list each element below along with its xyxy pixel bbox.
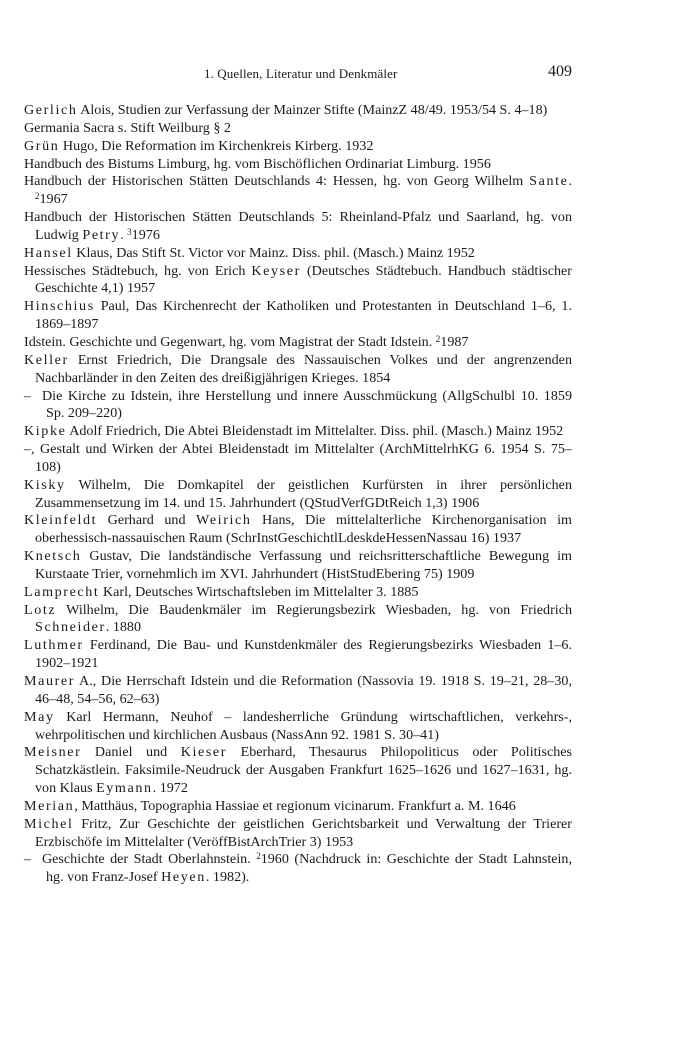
editor-name: Keyser [251, 262, 301, 279]
bibliography-entry [24, 138, 572, 156]
bibliography-entry [24, 798, 572, 816]
author-name: Kleinfeldt [24, 512, 98, 529]
bibliography-entry [24, 602, 572, 638]
author-name: May [24, 708, 55, 725]
entry-text: Eberhard, Thesaurus Philopoliticus oder Politisches Schatzkästlein. Faksimile-Neudruck der Ausgaben Frankfurt 1625–1626 und 1627–1631, hg. von Klaus [35, 744, 572, 797]
entry-text: 1967 [39, 191, 68, 208]
author-name: Hansel [24, 244, 73, 261]
author-name: Michel [24, 815, 74, 832]
editor-name: Petry [82, 226, 121, 243]
bibliography-entry [24, 423, 572, 441]
entry-text: Paul, Das Kirchenrecht der Katholiken und Protestanten in Deutschland 1–6, 1. 1869–1897 [35, 298, 572, 333]
author-name: Luthmer [24, 637, 84, 654]
author-name: Lamprecht [24, 583, 100, 600]
entry-text: Ernst Friedrich, Die Drangsale des Nassauischen Volkes und der angrenzenden Nachbarländer in den Zeiten des dreißigjährigen Krieges. 1854 [35, 351, 572, 386]
running-title: 1. Quellen, Literatur und Denkmäler [204, 66, 398, 81]
edition-superscript: 3 [127, 226, 132, 237]
entry-text: Wilhelm, Die Domkapitel der geistlichen Kurfürsten in ihrer persönlichen Zusammensetzung im 14. und 15. Jahrhundert (QStudVerfGDtReich 1,3) 1906 [35, 476, 572, 511]
edition-superscript: 2 [435, 333, 441, 344]
bibliography-entry [24, 584, 572, 602]
entry-text: Geschichte der Stadt Oberlahnstein. [42, 851, 257, 868]
bibliography-entry [24, 173, 572, 209]
bibliography-entry [24, 334, 572, 352]
bibliography-entry [24, 816, 572, 852]
entry-text: Hugo, Die Reformation im Kirchenkreis Kirberg. 1932 [59, 137, 374, 154]
edition-superscript: 2 [35, 191, 40, 202]
entry-text: Klaus, Das Stift St. Victor vor Mainz. Diss. phil. (Masch.) Mainz 1952 [72, 244, 475, 261]
second-author-name: Kieser [180, 744, 228, 761]
entry-text: Handbuch des Bistums Limburg, hg. vom Bischöflichen Ordinariat Limburg. 1956 [24, 155, 491, 172]
editor-name: Eymann [96, 780, 153, 797]
edition-superscript: 2 [256, 851, 261, 862]
entry-text: Germania Sacra s. Stift Weilburg § 2 [24, 119, 231, 136]
author-name: Kisky [24, 476, 66, 493]
bibliography-entry [24, 709, 572, 745]
entry-text: Hans, Die mittelalterliche Kirchenorganisation im oberhessisch-nassauischen Raum (SchrInstGeschichtlLdeskdeHessenNassau 16) 1937 [35, 512, 572, 547]
entry-text: . [120, 226, 128, 243]
entry-text: Idstein. Geschichte und Gegenwart, hg. vom Magistrat der Stadt Idstein. [24, 333, 436, 350]
bibliography-entry [24, 245, 572, 263]
bibliography-entry [24, 156, 572, 174]
entry-text: Handbuch der Historischen Stätten Deutschlands 5: Rheinland-Pfalz und Saarland, hg. von Ludwig [24, 209, 572, 243]
author-name: Lotz [24, 601, 57, 618]
bibliography-entry [24, 548, 572, 584]
entry-text: 1960 (Nachdruck in: Geschichte der Stadt Lahnstein, hg. von Franz-Josef [46, 851, 572, 886]
author-name: Hinschius [24, 298, 95, 315]
entry-text: Karl, Deutsches Wirtschaftsleben im Mittelalter 3. 1885 [99, 583, 419, 600]
entry-text: –, Gestalt und Wirken der Abtei Bleidenstadt im Mittelalter (ArchMittelrhKG 6. 1954 S. 75–108) [24, 441, 572, 475]
entry-text: . 1972 [152, 780, 188, 797]
author-name: Maurer [24, 673, 76, 689]
author-name: Merian [24, 797, 75, 814]
repeat-author-dash: – [24, 851, 32, 868]
bibliography-entry [24, 637, 572, 673]
entry-text: , Matthäus, Topographia Hassiae et regionum vicinarum. Frankfurt a. M. 1646 [74, 797, 516, 814]
editor-name: Sante [529, 173, 569, 190]
bibliography-entry [24, 441, 572, 477]
entry-text: Hessisches Städtebuch, hg. von Erich [24, 262, 252, 279]
entry-text: A., Die Herrschaft Idstein und die Reformation (Nassovia 19. 1918 S. 19–21, 28–30, 46–48, 54–56, 62–63) [35, 673, 572, 707]
entry-text: Karl Hermann, Neuhof – landesherrliche Gründung wirtschaftlichen, verkehrs-, wehrpolitischen und kirchlichen Ausbaus (NassAnn 92. 1981 S. 30–41) [35, 708, 572, 743]
entry-text: (Deutsches Städtebuch. Handbuch städtischer Geschichte 4,1) 1957 [35, 262, 572, 297]
entry-text: Ferdinand, Die Bau- und Kunstdenkmäler des Regierungsbezirks Wiesbaden 1–6. 1902–1921 [35, 637, 572, 672]
bibliography-entry [24, 477, 572, 513]
entry-text: Wilhelm, Die Baudenkmäler im Regierungsbezirk Wiesbaden, hg. von Friedrich [56, 601, 572, 618]
bibliography-list [24, 102, 572, 887]
author-name: Meisner [24, 744, 82, 761]
page-number: 409 [548, 63, 572, 80]
editor-name: Schneider [35, 619, 106, 636]
entry-text: Gerhard und [97, 512, 197, 529]
editor-name: Heyen [161, 869, 206, 886]
bibliography-entry [24, 388, 572, 424]
author-name: Gerlich [24, 102, 78, 118]
bibliography-entry [24, 851, 572, 887]
author-name: Grün [24, 137, 60, 154]
bibliography-entry [24, 512, 572, 548]
author-name: Keller [24, 351, 69, 368]
entry-text: Adolf Friedrich, Die Abtei Bleidenstadt im Mittelalter. Diss. phil. (Masch.) Mainz 1952 [66, 423, 564, 440]
entry-text: 1987 [440, 333, 469, 350]
bibliography-entry [24, 673, 572, 709]
repeat-author-dash: – [24, 387, 32, 404]
entry-text: Die Kirche zu Idstein, ihre Herstellung und innere Ausschmückung (AllgSchulbl 10. 1859 Sp. 209–220) [42, 387, 572, 422]
entry-text: Gustav, Die landständische Verfassung und reichsritterschaftliche Bewegung im Kurstaate Trier, vornehmlich im XVI. Jahrhundert (HistStudEbering 75) 1909 [35, 548, 572, 582]
bibliography-entry [24, 263, 572, 299]
bibliography-entry [24, 298, 572, 334]
author-name: Knetsch [24, 548, 82, 565]
bibliography-entry [24, 744, 572, 798]
bibliography-entry [24, 120, 572, 138]
entry-text: . [568, 173, 572, 190]
entry-text: Daniel und [81, 744, 181, 761]
bibliography-entry [24, 352, 572, 388]
second-author-name: Weirich [196, 512, 252, 529]
entry-text: 1976 [131, 226, 160, 243]
bibliography-entry [24, 209, 572, 245]
entry-text: Handbuch der Historischen Stätten Deutschlands 4: Hessen, hg. von Georg Wilhelm [24, 173, 530, 190]
author-name: Kipke [24, 423, 67, 440]
entry-text: . 1982). [205, 869, 250, 886]
entry-text: Fritz, Zur Geschichte der geistlichen Gerichtsbarkeit und Verwaltung der Trierer Erzbischöfe im Mittelalter (VeröffBistArchTrier 3) 1953 [35, 815, 572, 850]
entry-text: Alois, Studien zur Verfassung der Mainzer Stifte (MainzZ 48/49. 1953/54 S. 4–18) [77, 102, 548, 118]
entry-text: . 1880 [105, 619, 141, 636]
bibliography-entry [24, 102, 572, 120]
